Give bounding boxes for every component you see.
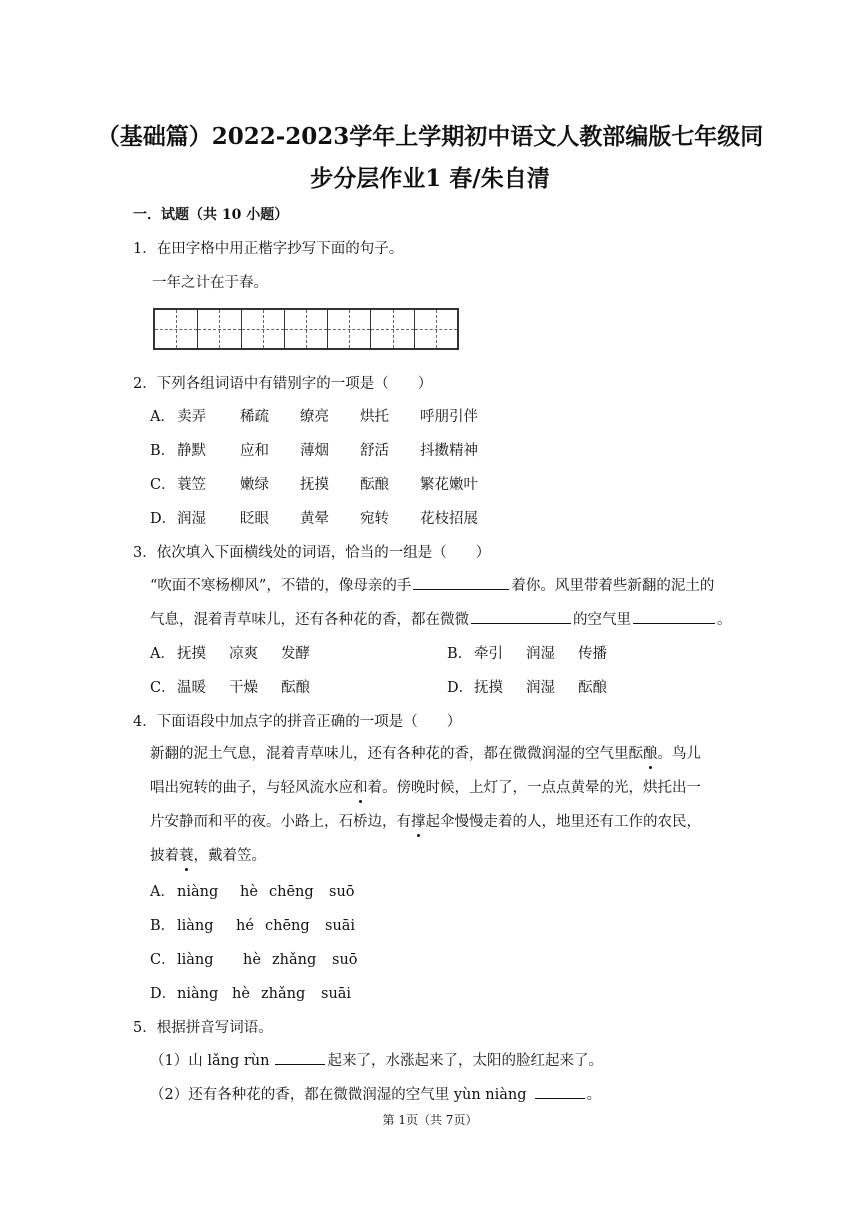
question-1-stem: 1．在田字格中用正楷字抄写下面的句子。 [133, 241, 404, 257]
question-2-option-d[interactable]: D．润湿 眨眼 黄晕 宛转 花枝招展 [150, 511, 478, 527]
question-3-stem: 3．依次填入下面横线处的词语，恰当的一组是（ ） [133, 545, 491, 561]
document-title-line2: 步分层作业1 春/朱自清 [310, 165, 550, 192]
dotted-char: 蓑 [179, 844, 194, 865]
question-4-option-c[interactable]: C．liàng hè zhǎng suō [150, 952, 358, 968]
tianzige-cell[interactable] [198, 310, 241, 348]
question-3-option-c[interactable]: C．温暖 干燥 酝酿 [150, 680, 310, 696]
tianzige-cell[interactable] [371, 310, 414, 348]
tianzige-cell[interactable] [415, 310, 457, 348]
tianzige-cell[interactable] [285, 310, 328, 348]
question-4-passage-line4: 披着蓑，戴着笠。 [150, 844, 266, 865]
tianzige-cell[interactable] [155, 310, 198, 348]
question-4-passage-line1: 新翻的泥土气息，混着青草味儿，还有各种花的香，都在微微润湿的空气里酝酿。鸟儿 [150, 742, 701, 763]
question-4-option-a[interactable]: A． niàng hè chēng suō [150, 884, 355, 900]
question-3-passage-line1: “吹面不寒杨柳风”，不错的，像母亲的手 着你。风里带着些新翻的泥土的 [150, 574, 714, 595]
question-5-item-1: （1）山 lǎng rùn 起来了，水涨起来了，太阳的脸红起来了。 [150, 1049, 603, 1070]
question-4-stem: 4．下面语段中加点字的拼音正确的一项是（ ） [133, 714, 462, 730]
question-5-stem: 5．根据拼音写词语。 [133, 1020, 273, 1036]
question-3-option-a[interactable]: A． 抚摸 凉爽 发酵 [150, 646, 310, 662]
question-5-item-2: （2）还有各种花的香，都在微微润湿的空气里 yùn niàng 。 [150, 1083, 601, 1104]
question-4-passage-line2: 唱出宛转的曲子，与轻风流水应和着。傍晚时候，上灯了，一点点黄晕的光，烘托出一 [150, 776, 701, 797]
blank-4[interactable] [275, 1050, 325, 1065]
tianzige-grid[interactable] [153, 308, 459, 350]
section-heading: 一．试题（共 10 小题） [133, 207, 289, 223]
question-1-sentence: 一年之计在于春。 [152, 275, 268, 291]
question-4-passage-line3: 片安静而和平的夜。小路上，石桥边，有撑起伞慢慢走着的人，地里还有工作的农民， [150, 810, 701, 831]
page-footer: 第 1页（共 7页） [382, 1113, 478, 1127]
dotted-char: 撑 [411, 810, 426, 831]
question-2-stem: 2．下列各组词语中有错别字的一项是（ ） [133, 376, 433, 392]
dotted-char: 和 [353, 776, 368, 797]
question-4-option-d[interactable]: D．niàng hè zhǎng suāi [150, 986, 352, 1002]
question-3-passage-line2: 气息，混着青草味儿，还有各种花的香，都在微微 的空气里 。 [150, 608, 732, 629]
question-2-option-c[interactable]: C．蓑笠 嫩绿 抚摸 酝酿 繁花嫩叶 [150, 477, 478, 493]
document-title-line1: （基础篇）2022-2023学年上学期初中语文人教部编版七年级同 [96, 123, 764, 150]
tianzige-cell[interactable] [242, 310, 285, 348]
blank-3[interactable] [633, 609, 715, 624]
question-2-option-b[interactable]: B． 静默 应和 薄烟 舒活 抖擞精神 [150, 443, 478, 459]
question-3-option-b[interactable]: B． 牵引 润湿 传播 [447, 646, 607, 662]
tianzige-cell[interactable] [328, 310, 371, 348]
question-4-option-b[interactable]: B． liàng hé chēng suāi [150, 918, 356, 934]
question-2-option-a[interactable]: A． 卖弄 稀疏 缭亮 烘托 呼朋引伴 [150, 409, 478, 425]
blank-2[interactable] [471, 609, 571, 624]
dotted-char: 酿 [643, 742, 658, 763]
question-3-option-d[interactable]: D．抚摸 润湿 酝酿 [447, 680, 607, 696]
blank-1[interactable] [413, 575, 509, 590]
blank-5[interactable] [535, 1084, 585, 1099]
